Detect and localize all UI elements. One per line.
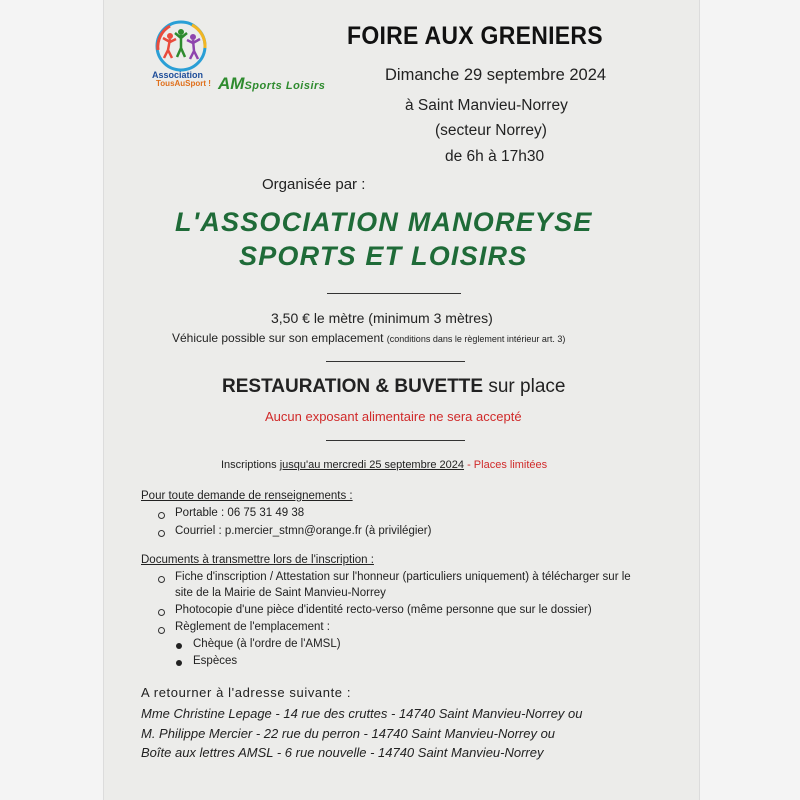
address-line: Mme Christine Lepage - 14 rue des cruttes - 14740 Saint Manvieu-Norrey ou — [141, 706, 583, 721]
registration-prefix: Inscriptions — [221, 459, 280, 471]
logo-association-label: Association — [152, 70, 204, 80]
background-right — [700, 0, 800, 800]
circle-bullet-icon — [158, 512, 165, 519]
document-registration-form-cont: site de la Mairie de Saint Manvieu-Norrey — [175, 587, 386, 599]
vehicle-info — [172, 331, 565, 345]
info-heading: Pour toute demande de renseignements : — [141, 490, 353, 502]
address-line: Boîte aux lettres AMSL - 6 rue nouvelle - 14740 Saint Manvieu-Norrey — [141, 745, 544, 760]
filled-bullet-icon — [176, 643, 182, 649]
filled-bullet-icon — [176, 660, 182, 666]
logo-tousausport-label: TousAuSport ! — [156, 79, 211, 88]
contact-phone: Portable : 06 75 31 49 38 — [175, 507, 305, 519]
price-per-meter: 3,50 € le mètre (minimum 3 mètres) — [271, 310, 493, 326]
organised-by-label: Organisée par : — [262, 176, 366, 193]
payment-cheque: Chèque (à l'ordre de l'AMSL) — [193, 638, 341, 650]
address-line: M. Philippe Mercier - 22 rue du perron - 14740 Saint Manvieu-Norrey ou — [141, 726, 556, 741]
restauration-bold: RESTAURATION & BUVETTE — [222, 376, 484, 397]
page-title: FOIRE AUX GRENIERS — [347, 22, 603, 50]
divider — [326, 440, 465, 441]
registration-deadline — [221, 459, 547, 471]
documents-heading: Documents à transmettre lors de l'inscription : — [141, 554, 374, 566]
association-name-line1: L'ASSOCIATION MANOREYSE — [175, 207, 593, 237]
divider — [327, 293, 461, 294]
event-hours: de 6h à 17h30 — [445, 148, 545, 165]
circle-bullet-icon — [158, 576, 165, 583]
document-payment: Règlement de l'emplacement : — [175, 621, 330, 633]
restauration-heading — [222, 376, 565, 398]
no-food-exhibitor-notice: Aucun exposant alimentaire ne sera accepté — [265, 409, 522, 424]
am-sports-loisirs-logo — [218, 74, 325, 94]
divider — [326, 361, 465, 362]
vehicle-conditions-note: (conditions dans le règlement intérieur art. 3) — [386, 334, 566, 344]
association-tousausport-logo-icon — [150, 20, 212, 72]
logo-am-prefix: AM — [218, 74, 245, 93]
logo-sports-loisirs: Sports Loisirs — [244, 80, 326, 92]
circle-bullet-icon — [158, 627, 165, 634]
registration-deadline-date: jusqu'au mercredi 25 septembre 2024 — [279, 459, 465, 471]
background-left — [0, 0, 103, 800]
circle-bullet-icon — [158, 609, 165, 616]
return-address-heading: A retourner à l'adresse suivante : — [141, 685, 352, 700]
contact-email: Courriel : p.mercier_stmn@orange.fr (à privilégier) — [175, 525, 432, 537]
limited-places-note: - Places limitées — [464, 459, 548, 471]
restauration-suffix: sur place — [483, 376, 566, 397]
event-date: Dimanche 29 septembre 2024 — [385, 66, 607, 84]
vehicle-text: Véhicule possible sur son emplacement — [172, 331, 384, 345]
payment-cash: Espèces — [193, 655, 238, 667]
document-registration-form: Fiche d'inscription / Attestation sur l'honneur (particuliers uniquement) à télécharger sur le — [175, 571, 631, 583]
association-name-line2: SPORTS ET LOISIRS — [239, 241, 528, 271]
circle-bullet-icon — [158, 530, 165, 537]
document-id-copy: Photocopie d'une pièce d'identité recto-verso (même personne que sur le dossier) — [175, 604, 592, 616]
event-sector: (secteur Norrey) — [435, 122, 547, 139]
event-location: à Saint Manvieu-Norrey — [405, 97, 568, 114]
flyer-paper — [103, 0, 700, 800]
